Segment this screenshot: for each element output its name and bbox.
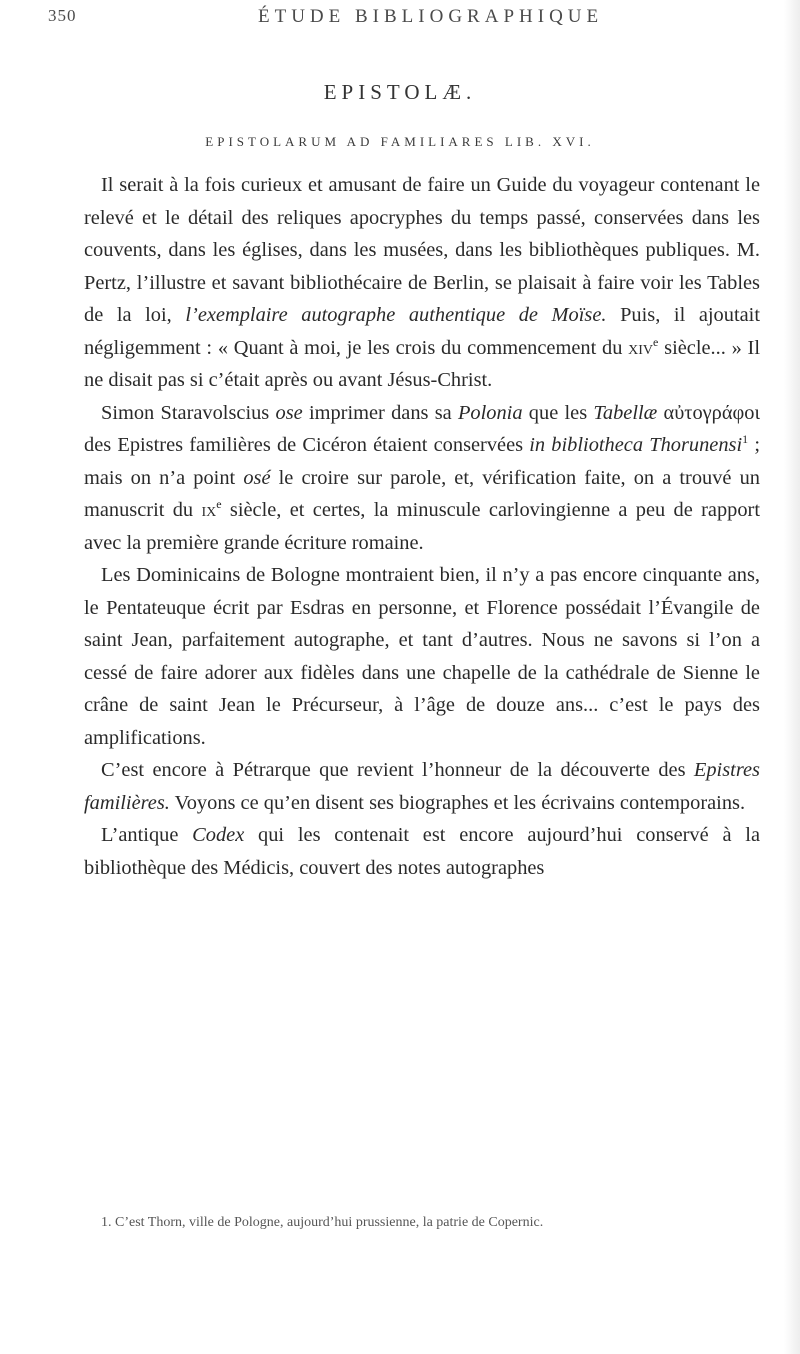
footnote-number: 1.	[101, 1215, 112, 1230]
italic-run: Codex	[192, 824, 245, 846]
text-run: siècle, et certes, la minuscule carlovingienne a peu de rapport avec la première grande écriture romaine.	[84, 499, 760, 554]
italic-run: osé	[243, 466, 271, 489]
italic-run: Tabellæ	[593, 401, 658, 424]
text-run: imprimer dans sa	[302, 401, 458, 424]
text-run: le croire sur parole, et, vérification faite, on a trouvé un manuscrit du	[84, 466, 760, 521]
text-run: Les Dominicains de Bologne montraient bien, il n’y a pas encore cinquante ans, le Pentateuque écrit par Esdras en personne, et Florence possédait l’Évangile de saint Jean, parfaitement autographe, et tant d’autres. Nous ne savons si l’on a cessé de faire adorer aux fidèles dans une chapelle de la cathédrale de Sienne le crâne de saint Jean le Précurseur, à l’âge de douze ans... c’est le pays des amplifications.	[84, 564, 760, 749]
text-run: qui les contenait est encore aujourd’hui conservé à la bibliothèque des Médicis, couvert des notes autographes	[84, 824, 760, 879]
page-edge-shadow	[784, 0, 800, 1354]
footnote-1	[84, 1212, 760, 1233]
page-number: 350	[48, 6, 77, 25]
running-title: ÉTUDE BIBLIOGRAPHIQUE	[258, 6, 604, 27]
text-run: que les	[522, 401, 594, 424]
footnote	[84, 1212, 760, 1233]
italic-run: in bibliotheca Thorunensi	[529, 434, 743, 456]
text-run: Voyons ce qu’en disent ses biographes et les écrivains contemporains.	[169, 791, 746, 814]
section-title: EPISTOLÆ.	[323, 80, 477, 104]
paragraph-3	[84, 559, 760, 754]
paragraph-2	[84, 397, 760, 560]
section-subtitle: EPISTOLARUM AD FAMILIARES LIB. XVI.	[205, 134, 595, 149]
text-run: Il serait à la fois curieux et amusant de faire un Guide du voyageur contenant le relevé et le détail des reliques apocryphes du temps passé, conservées dans les couvents, dans les églises, dans les musées, dans les bibliothèques publiques. M. Pertz, l’illustre et savant bibliothécaire de Berlin, se plaisait à faire voir les Tables de la loi,	[84, 174, 760, 326]
superscript: e	[653, 334, 659, 349]
text-run: ; mais on n’a point	[84, 434, 760, 489]
text-run: L’antique	[101, 824, 193, 846]
running-head	[48, 6, 768, 36]
paragraph-4	[84, 754, 760, 819]
century-numeral: ix	[201, 499, 217, 521]
body-text	[84, 169, 760, 884]
text-run: siècle... » Il ne disait pas si c’était après ou avant Jésus-Christ.	[84, 336, 761, 391]
footnote-reference[interactable]: 1	[742, 432, 749, 447]
century-numeral: xiv	[628, 336, 654, 359]
superscript: e	[216, 497, 222, 512]
footnote-text: C’est Thorn, ville de Pologne, aujourd’hui prussienne, la patrie de Copernic.	[111, 1215, 544, 1230]
italic-run: ose	[275, 401, 303, 424]
text-run: αὐτογράφοι des Epistres familières de Cicéron étaient conservées	[84, 401, 760, 456]
italic-run: Epistres familières.	[84, 759, 760, 814]
italic-run: Polonia	[457, 401, 523, 424]
paragraph-1	[84, 169, 760, 397]
italic-run: l’exemplaire autographe authentique de Moïse.	[185, 304, 607, 326]
text-run: C’est encore à Pétrarque que revient l’honneur de la découverte des	[101, 759, 694, 781]
text-run: Puis, il ajoutait négligemment : « Quant à moi, je les crois du commencement du	[84, 304, 760, 359]
paragraph-5	[84, 819, 760, 884]
text-run: Simon Staravolscius	[101, 401, 276, 424]
